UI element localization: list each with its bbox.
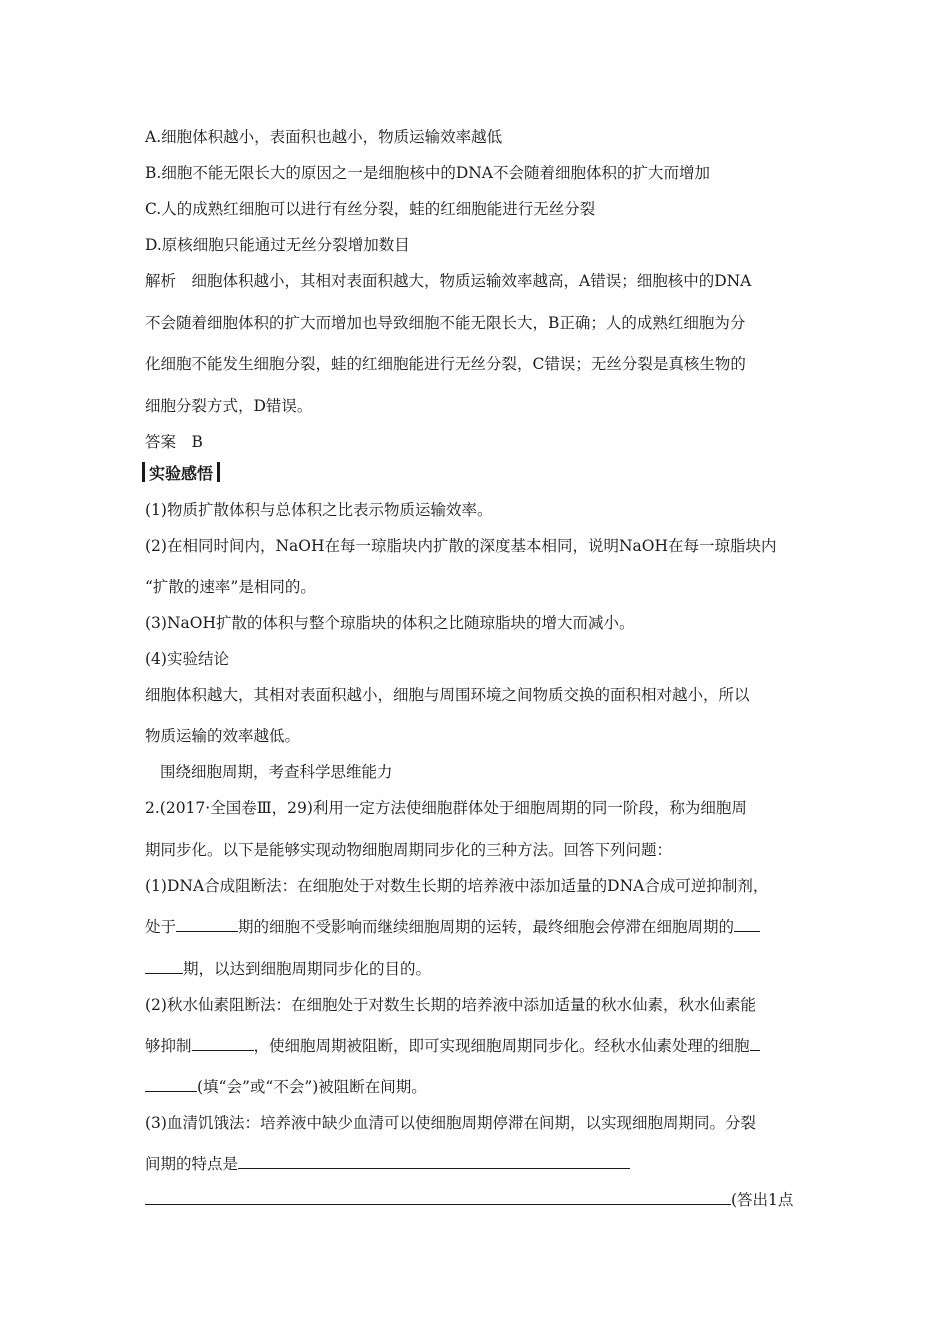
- answer-blank-5-cont[interactable]: [145, 1190, 731, 1205]
- analysis-line-1: 解析 细胞体积越小，其相对表面积越大，物质运输效率越高，A错误；细胞核中的DNA: [145, 272, 752, 290]
- insight-2a: (2)在相同时间内，NaOH在每一琼脂块内扩散的深度基本相同，说明NaOH在每一琼脂块内: [145, 537, 777, 555]
- option-a: A.细胞体积越小，表面积也越小，物质运输效率越低: [145, 128, 503, 146]
- option-b: B.细胞不能无限长大的原因之一是细胞核中的DNA不会随着细胞体积的扩大而增加: [145, 164, 711, 182]
- answer: 答案 B: [145, 433, 203, 451]
- q2-part3-end: (答出1点: [731, 1191, 794, 1209]
- section-heading-text: 实验感悟: [149, 463, 214, 483]
- insight-5a: 细胞体积越大，其相对表面积越小，细胞与周围环境之间物质交换的面积相对越小，所以: [145, 686, 750, 704]
- q2-intro-1: 2.(2017·全国卷Ⅲ，29)利用一定方法使细胞群体处于细胞周期的同一阶段，称为细胞周: [145, 799, 747, 817]
- heading-bar-left: [142, 462, 145, 482]
- q2-part2-pre: 够抑制: [145, 1037, 192, 1055]
- insight-5b: 物质运输的效率越低。: [145, 727, 301, 745]
- answer-blank-4[interactable]: [750, 1036, 760, 1051]
- analysis-line-3: 化细胞不能发生细胞分裂，蛙的红细胞能进行无丝分裂，C错误；无丝分裂是真核生物的: [145, 355, 746, 373]
- q2-part1-mid: 期的细胞不受影响而继续细胞周期的运转，最终细胞会停滞在细胞周期的: [238, 918, 735, 936]
- q2-part3-line-c: [145, 1190, 793, 1210]
- q2-part2-line-b: [145, 1036, 760, 1056]
- answer-blank-2-cont[interactable]: [145, 959, 183, 974]
- q2-part1-end: 期，以达到细胞周期同步化的目的。: [183, 960, 432, 978]
- q2-intro-2: 期同步化。以下是能够实现动物细胞周期同步化的三种方法。回答下列问题：: [145, 841, 673, 859]
- answer-blank-3[interactable]: [192, 1036, 254, 1051]
- analysis-line-4: 细胞分裂方式，D错误。: [145, 397, 313, 415]
- insight-2b: “扩散的速率”是相同的。: [145, 578, 316, 596]
- answer-blank-1[interactable]: [176, 917, 238, 932]
- q2-part2-end: (填“会”或“不会”)被阻断在间期。: [197, 1078, 427, 1096]
- q2-part1-line-b: [145, 917, 760, 937]
- analysis-line-2: 不会随着细胞体积的扩大而增加也导致细胞不能无限长大，B正确；人的成熟红细胞为分: [145, 314, 746, 332]
- option-d: D.原核细胞只能通过无丝分裂增加数目: [145, 236, 410, 254]
- q2-part2-line-a: (2)秋水仙素阻断法：在细胞处于对数生长期的培养液中添加适量的秋水仙素，秋水仙素能: [145, 996, 756, 1014]
- topic-line: 围绕细胞周期，考查科学思维能力: [160, 763, 393, 781]
- q2-part1-pre: 处于: [145, 918, 177, 936]
- answer-blank-5[interactable]: [238, 1154, 630, 1169]
- q2-part1-line-c: [145, 959, 431, 979]
- q2-part3-line-b: [145, 1154, 630, 1174]
- q2-part3-pre: 间期的特点是: [145, 1155, 239, 1173]
- insight-1: (1)物质扩散体积与总体积之比表示物质运输效率。: [145, 501, 493, 519]
- section-heading: [142, 461, 220, 483]
- q2-part2-mid: ，使细胞周期被阻断，即可实现细胞周期同步化。经秋水仙素处理的细胞: [253, 1037, 750, 1055]
- q2-part1-line-a: (1)DNA合成阻断法：在细胞处于对数生长期的培养液中添加适量的DNA合成可逆抑制剂，: [145, 877, 769, 895]
- heading-bar-right: [217, 462, 220, 482]
- q2-part2-line-c: [145, 1077, 427, 1097]
- answer-blank-4-cont[interactable]: [145, 1077, 197, 1092]
- q2-part3-line-a: (3)血清饥饿法：培养液中缺少血清可以使细胞周期停滞在间期，以实现细胞周期同。分裂: [145, 1114, 756, 1132]
- insight-3: (3)NaOH扩散的体积与整个琼脂块的体积之比随琼脂块的增大而减小。: [145, 614, 635, 632]
- option-c: C.人的成熟红细胞可以进行有丝分裂，蛙的红细胞能进行无丝分裂: [145, 200, 596, 218]
- insight-4: (4)实验结论: [145, 650, 229, 668]
- answer-blank-2[interactable]: [734, 917, 760, 932]
